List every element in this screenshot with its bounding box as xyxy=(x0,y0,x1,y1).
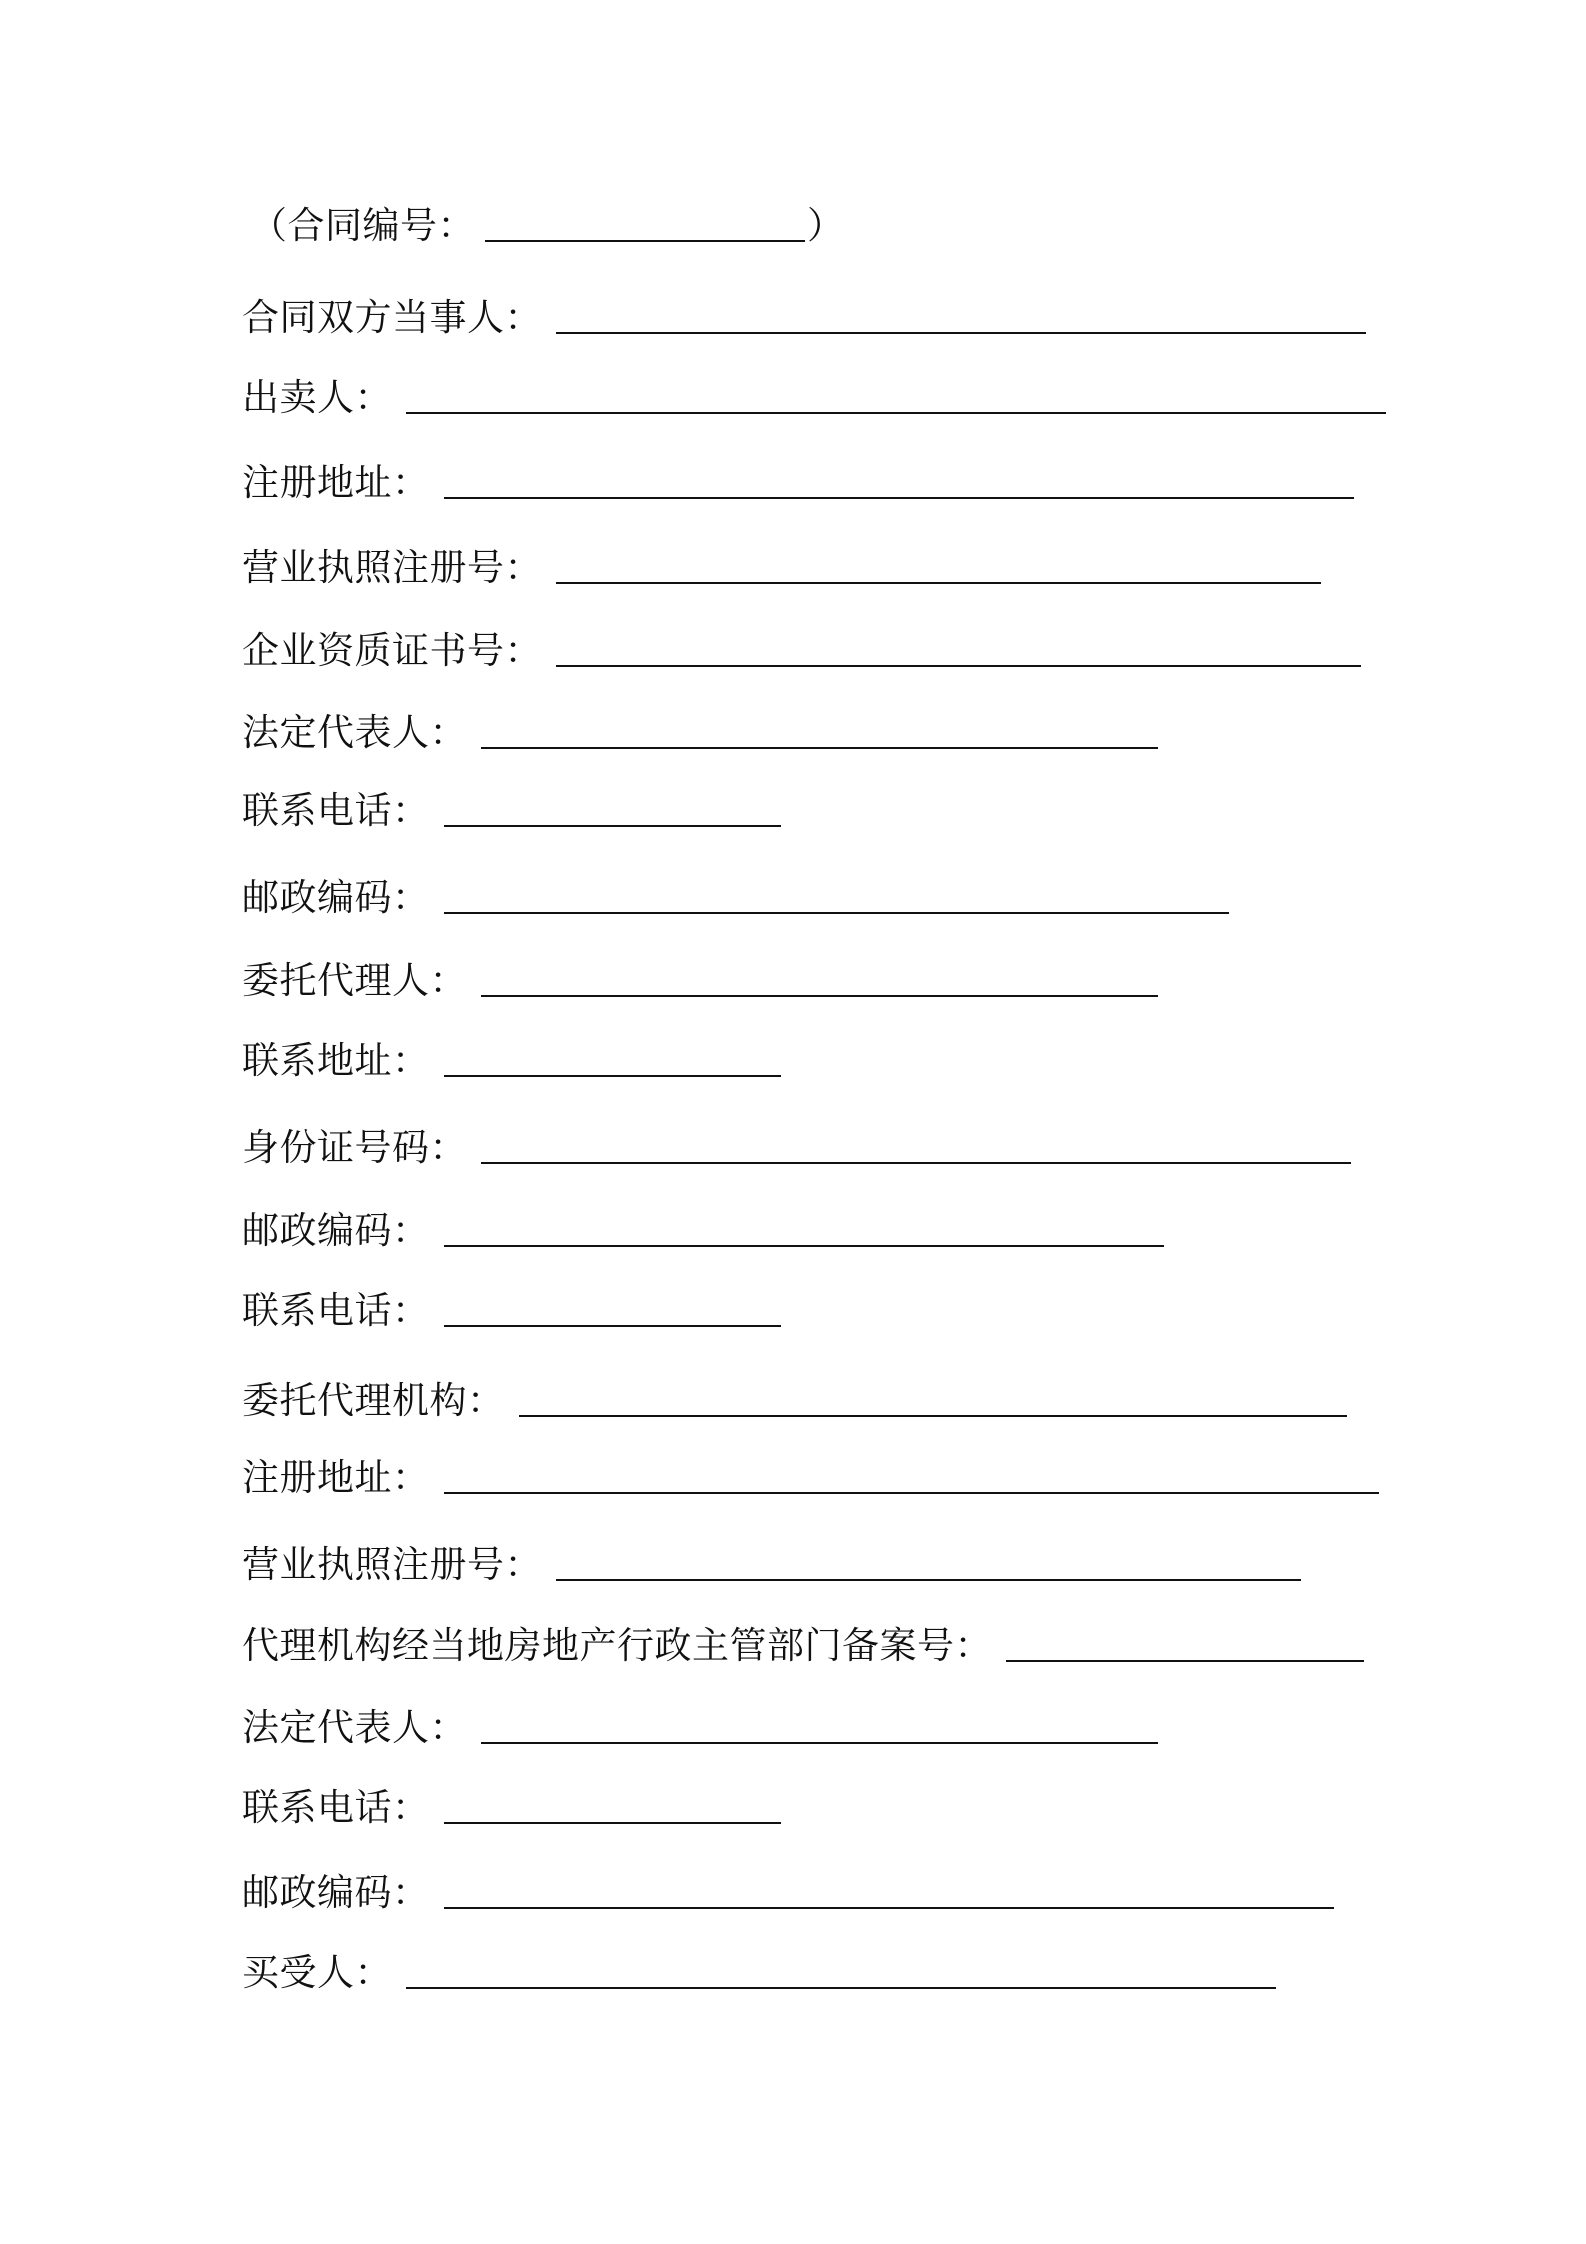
agency-phone-blank[interactable] xyxy=(444,1822,781,1824)
agency-license-blank[interactable] xyxy=(556,1579,1301,1581)
agency-blank[interactable] xyxy=(519,1415,1347,1417)
seller-label: 出卖人： xyxy=(242,376,392,419)
agency-license-line xyxy=(242,1537,1301,1593)
agency-legal-rep-label: 法定代表人： xyxy=(242,1706,467,1749)
parties-line xyxy=(242,290,1366,346)
seller-postcode-label: 邮政编码： xyxy=(242,876,430,919)
agency-phone-line xyxy=(242,1780,781,1836)
agent-person-line xyxy=(242,953,1158,1009)
seller-reg-address-line xyxy=(242,455,1354,511)
agent-person-postcode-blank[interactable] xyxy=(444,1245,1164,1247)
agent-person-id-line xyxy=(242,1120,1351,1176)
agent-person-postcode-label: 邮政编码： xyxy=(242,1209,430,1252)
agent-person-address-label: 联系地址： xyxy=(242,1039,430,1082)
agent-person-phone-line xyxy=(242,1283,781,1339)
agency-postcode-label: 邮政编码： xyxy=(242,1871,430,1914)
seller-license-blank[interactable] xyxy=(556,582,1321,584)
contract-number-close-paren: ） xyxy=(807,204,844,247)
seller-reg-address-blank[interactable] xyxy=(444,497,1354,499)
agency-reg-address-blank[interactable] xyxy=(444,1492,1379,1494)
seller-license-label: 营业执照注册号： xyxy=(242,546,542,589)
contract-number-blank[interactable] xyxy=(485,240,805,242)
seller-phone-line xyxy=(242,783,781,839)
seller-legal-rep-blank[interactable] xyxy=(481,747,1158,749)
seller-phone-blank[interactable] xyxy=(444,825,781,827)
agent-person-phone-blank[interactable] xyxy=(444,1325,781,1327)
seller-license-line xyxy=(242,540,1321,596)
agency-legal-rep-blank[interactable] xyxy=(481,1742,1158,1744)
agency-line xyxy=(242,1373,1347,1429)
agent-person-phone-label: 联系电话： xyxy=(242,1289,430,1332)
agent-person-id-blank[interactable] xyxy=(481,1162,1351,1164)
seller-postcode-line xyxy=(242,870,1229,926)
contract-number-line xyxy=(250,198,844,254)
seller-legal-rep-label: 法定代表人： xyxy=(242,711,467,754)
contract-number-label: （合同编号： xyxy=(250,204,475,247)
buyer-blank[interactable] xyxy=(406,1987,1276,1989)
parties-blank[interactable] xyxy=(556,332,1366,334)
agent-person-address-line xyxy=(242,1033,781,1089)
agent-person-postcode-line xyxy=(242,1203,1164,1259)
agent-person-address-blank[interactable] xyxy=(444,1075,781,1077)
agency-reg-address-label: 注册地址： xyxy=(242,1456,430,1499)
buyer-label: 买受人： xyxy=(242,1951,392,1994)
agency-postcode-blank[interactable] xyxy=(444,1907,1334,1909)
seller-qualification-label: 企业资质证书号： xyxy=(242,629,542,672)
agency-license-label: 营业执照注册号： xyxy=(242,1543,542,1586)
agency-filing-blank[interactable] xyxy=(1006,1660,1364,1662)
parties-label: 合同双方当事人： xyxy=(242,296,542,339)
agent-person-blank[interactable] xyxy=(481,995,1158,997)
seller-blank[interactable] xyxy=(406,412,1386,414)
seller-qualification-line xyxy=(242,623,1361,679)
seller-qualification-blank[interactable] xyxy=(556,665,1361,667)
seller-postcode-blank[interactable] xyxy=(444,912,1229,914)
agency-label: 委托代理机构： xyxy=(242,1379,505,1422)
agency-phone-label: 联系电话： xyxy=(242,1786,430,1829)
seller-line xyxy=(242,370,1386,426)
seller-reg-address-label: 注册地址： xyxy=(242,461,430,504)
agent-person-id-label: 身份证号码： xyxy=(242,1126,467,1169)
seller-legal-rep-line xyxy=(242,705,1158,761)
agent-person-label: 委托代理人： xyxy=(242,959,467,1002)
agency-filing-label: 代理机构经当地房地产行政主管部门备案号： xyxy=(242,1624,992,1667)
buyer-line xyxy=(242,1945,1276,2001)
agency-reg-address-line xyxy=(242,1450,1379,1506)
seller-phone-label: 联系电话： xyxy=(242,789,430,832)
agency-filing-line xyxy=(242,1618,1364,1674)
agency-postcode-line xyxy=(242,1865,1334,1921)
agency-legal-rep-line xyxy=(242,1700,1158,1756)
